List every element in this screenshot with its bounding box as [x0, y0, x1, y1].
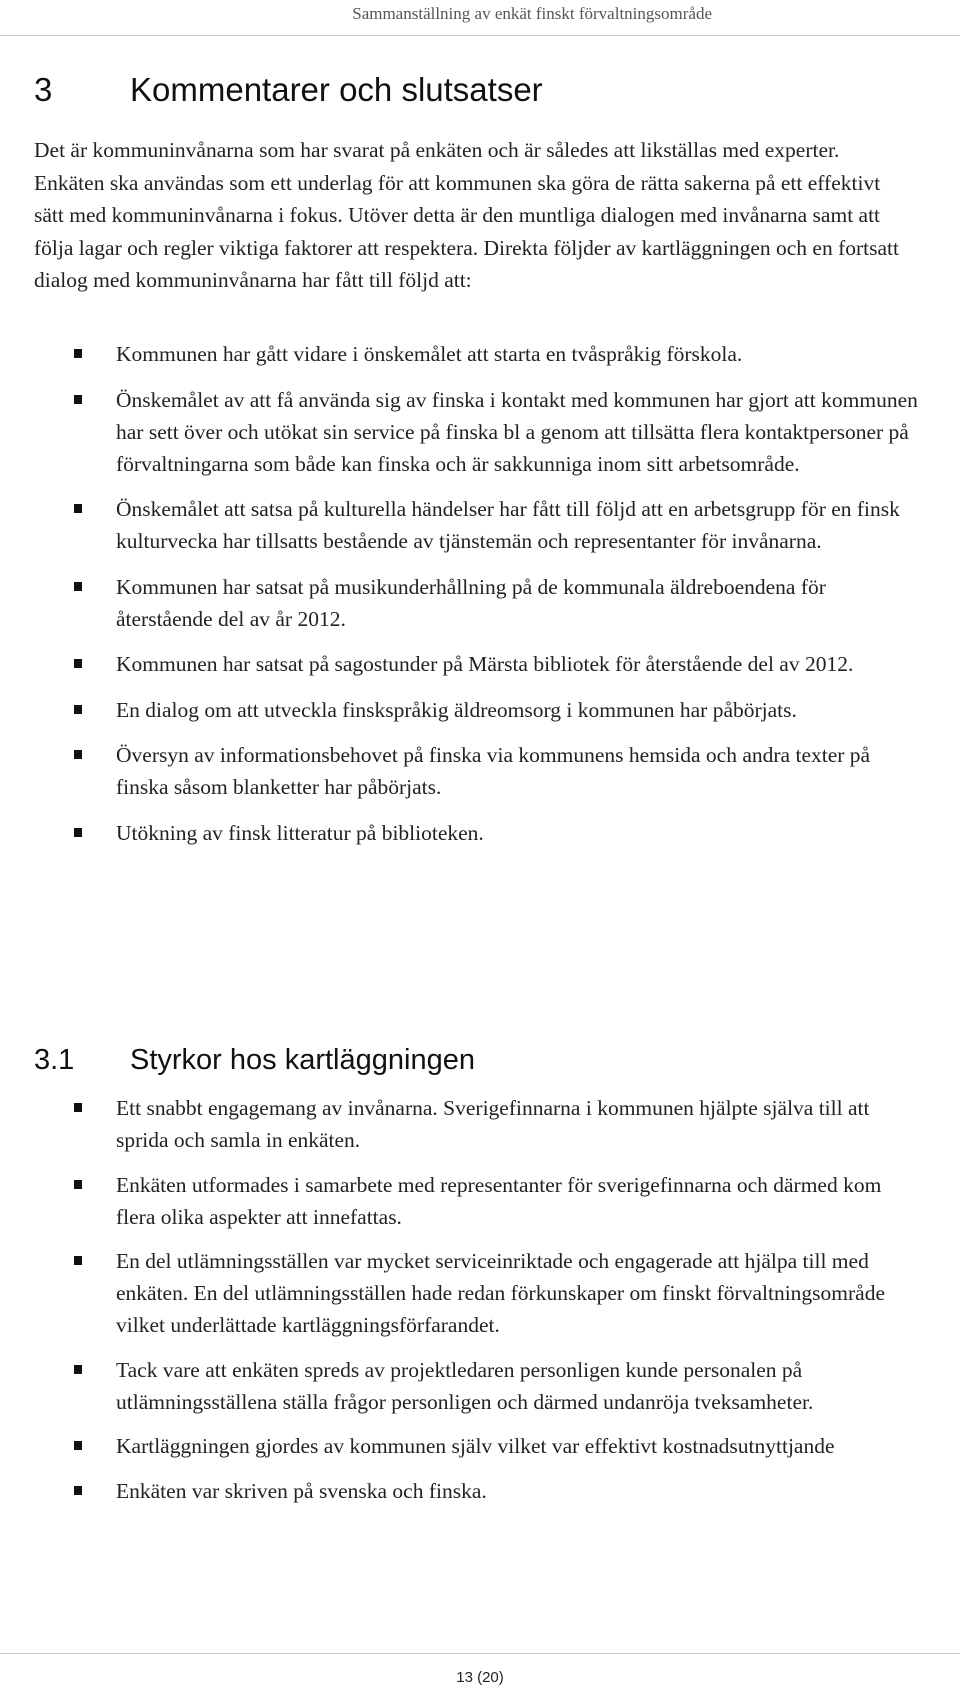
list-item [0, 1354, 960, 1418]
list-item [0, 1475, 960, 1507]
square-bullet-icon [74, 582, 82, 591]
list-item-text: Kommunen har satsat på sagostunder på Märsta bibliotek för återstående del av 2012. [116, 652, 854, 676]
list-item-text: Enkäten var skriven på svenska och finska. [116, 1478, 487, 1503]
square-bullet-icon [74, 1256, 82, 1265]
intro-paragraph: Det är kommuninvånarna som har svarat på enkäten och är således att likställas med experter. Enkäten ska användas som ett underlag för att kommunen ska göra de rätta sakerna på ett effektivt sätt med kommuninvånarna i fokus. Utöver detta är den muntliga dialogen med invånarna samt att följa lagar och regler viktiga faktorer att respektera. Direkta följder av kartläggningen och en fortsatt dialog med kommuninvånarna har fått till följd att: [34, 138, 899, 292]
strengths-list [0, 1092, 960, 1519]
list-item [0, 384, 960, 480]
section-heading [34, 70, 543, 110]
square-bullet-icon [74, 705, 82, 714]
consequences-list [0, 338, 960, 862]
list-item [0, 571, 960, 635]
list-item-text: En del utlämningsställen var mycket serviceinriktade och engagerade att hjälpa till med enkäten. En del utlämningsställen hade redan förkunskaper om finskt förvaltningsområde vilket underlättade kartläggningsförfarandet. [116, 1249, 886, 1337]
list-item [0, 1245, 960, 1341]
list-item [0, 1169, 960, 1233]
page-header [0, 0, 960, 36]
list-item-text: En dialog om att utveckla finskspråkig äldreomsorg i kommunen har påbörjats. [116, 697, 797, 722]
subsection-title: Styrkor hos kartläggningen [130, 1044, 475, 1076]
square-bullet-icon [74, 659, 82, 668]
list-item-text: Kommunen har gått vidare i önskemålet att starta en tvåspråkig förskola. [116, 342, 743, 366]
square-bullet-icon [74, 349, 82, 358]
list-item-text: Tack vare att enkäten spreds av projektledaren personligen kunde personalen på utlämningsställena ställa frågor personligen och därmed undanröja tveksamheter. [116, 1357, 814, 1414]
subsection-heading [34, 1042, 475, 1078]
list-item [0, 817, 960, 849]
square-bullet-icon [74, 1180, 82, 1189]
list-item [0, 1092, 960, 1156]
page-number: 13 (20) [456, 1669, 504, 1686]
square-bullet-icon [74, 395, 82, 404]
square-bullet-icon [74, 1103, 82, 1112]
square-bullet-icon [74, 1441, 82, 1450]
square-bullet-icon [74, 1365, 82, 1374]
list-item [0, 648, 960, 680]
list-item [0, 493, 960, 557]
list-item [0, 338, 960, 370]
list-item [0, 694, 960, 726]
list-item-text: Utökning av finsk litteratur på biblioteken. [116, 820, 484, 845]
list-item-text: Kartläggningen gjordes av kommunen själv vilket var effektivt kostnadsutnyttjande [116, 1434, 835, 1458]
list-item-text: Enkäten utformades i samarbete med representanter för sverigefinnarna och därmed kom flera olika aspekter att innefattas. [116, 1172, 882, 1229]
list-item-text: Önskemålet av att få använda sig av finska i kontakt med kommunen har gjort att kommunen har sett över och utökat sin service på finska bl a genom att tillsätta flera kontaktpersoner på förvaltningarna som både kan finska och är sakkunniga inom sitt arbetsområde. [116, 387, 918, 476]
subsection-number: 3.1 [34, 1044, 75, 1076]
running-title: Sammanställning av enkät finskt förvaltningsområde [352, 4, 712, 23]
square-bullet-icon [74, 504, 82, 513]
section-number: 3 [34, 71, 53, 108]
list-item-text: Ett snabbt engagemang av invånarna. Sverigefinnarna i kommunen hjälpte själva till att sprida och samla in enkäten. [116, 1096, 870, 1152]
section-title: Kommentarer och slutsatser [130, 71, 543, 108]
list-item-text: Översyn av informationsbehovet på finska via kommunens hemsida och andra texter på finska såsom blanketter har påbörjats. [116, 743, 871, 799]
square-bullet-icon [74, 828, 82, 837]
square-bullet-icon [74, 750, 82, 759]
list-item-text: Önskemålet att satsa på kulturella händelser har fått till följd att en arbetsgrupp för en finsk kulturvecka har tillsatts bestående av tjänstemän och representanter för invånarna. [116, 497, 900, 553]
list-item [0, 739, 960, 803]
page-footer [0, 1653, 960, 1686]
square-bullet-icon [74, 1486, 82, 1495]
list-item-text: Kommunen har satsat på musikunderhållning på de kommunala äldreboendena för återstående del av år 2012. [116, 574, 826, 631]
list-item [0, 1430, 960, 1462]
